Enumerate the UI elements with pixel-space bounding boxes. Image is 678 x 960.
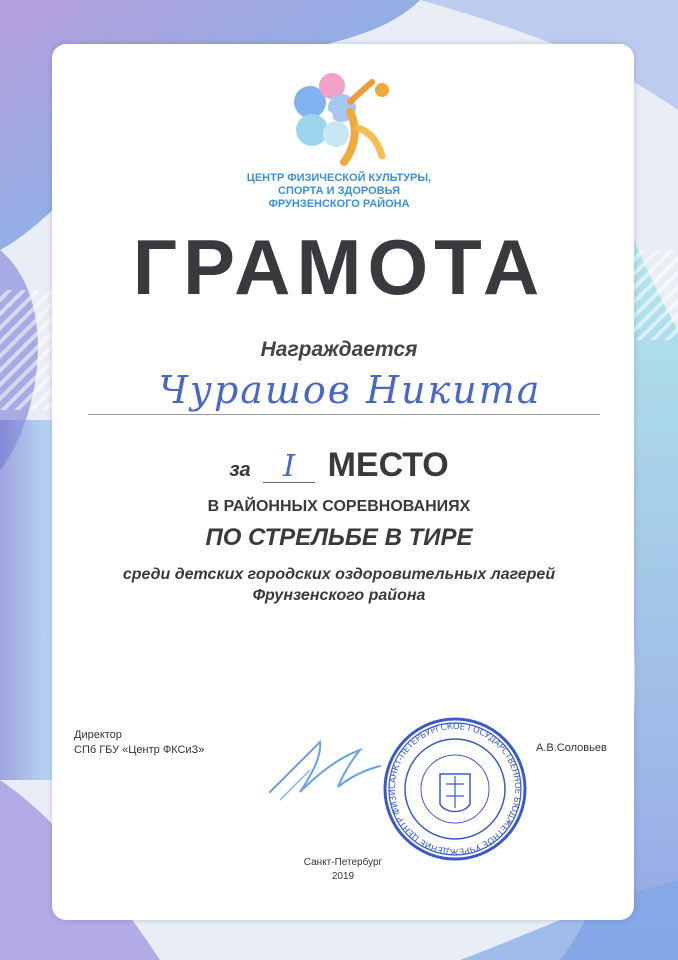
footer-city: Санкт-Петербург: [303, 857, 383, 868]
director-title-line2: СПб ГБУ «Центр ФКСиЗ»: [74, 744, 205, 756]
director-title: [74, 728, 204, 758]
organization-name: [0, 172, 678, 211]
event-line1: В РАЙОННЫХ СОРЕВНОВАНИЯХ: [207, 498, 471, 515]
recipient-name: Чурашов Никита: [158, 368, 542, 412]
director-title-line1: Директор: [74, 729, 122, 741]
director-signature: [250, 722, 390, 816]
organization-line2: СПОРТА И ЗДОРОВЬЯ: [278, 185, 400, 197]
event-details: [0, 564, 678, 606]
place-value: I: [263, 452, 315, 483]
organization-line3: ФРУНЗЕНСКОГО РАЙОНА: [268, 198, 410, 210]
official-stamp: [380, 714, 530, 868]
event-line4: Фрунзенского района: [252, 587, 426, 604]
place-prefix: за: [229, 459, 251, 481]
name-underline: [88, 414, 600, 415]
stamp-ring-text: САНКТ-ПЕТЕРБУРГСКОЕ ГОСУДАРСТВЕННОЕ БЮДЖЕТНОЕ УЧРЕЖДЕНИЕ ЦЕНТР ФИЗИ: [386, 720, 524, 858]
organization-line1: ЦЕНТР ФИЗИЧЕСКОЙ КУЛЬТУРЫ,: [246, 172, 432, 184]
place-row: [0, 446, 678, 485]
footer: [278, 856, 408, 884]
organization-logo: [290, 72, 400, 171]
place-suffix: МЕСТО: [327, 446, 449, 484]
event-line2: ПО СТРЕЛЬБЕ В ТИРЕ: [205, 524, 473, 551]
event-line3: среди детских городских оздоровительных лагерей: [122, 566, 556, 583]
footer-year: 2019: [331, 871, 355, 882]
certificate-title: ГРАМОТА: [132, 223, 546, 311]
director-name: А.В.Соловьев: [536, 742, 607, 754]
awarded-label: Награждается: [260, 338, 418, 361]
